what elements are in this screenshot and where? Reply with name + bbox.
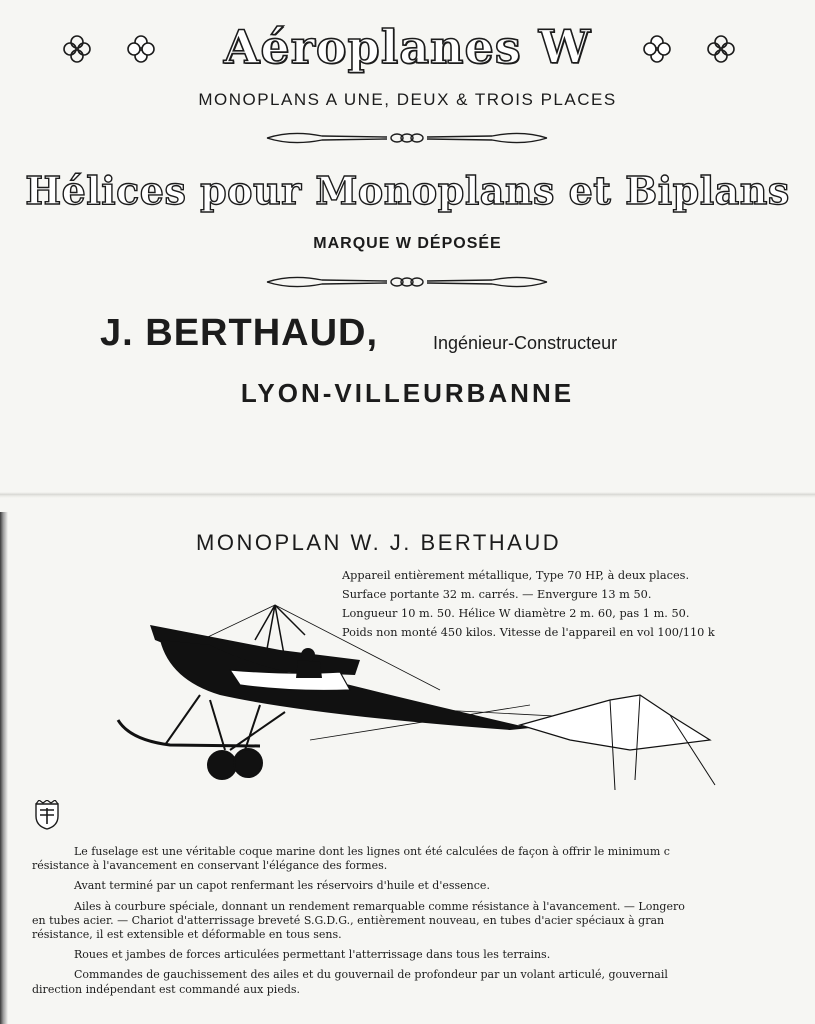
paragraph bbox=[32, 845, 784, 873]
spec-line: Poids non monté 450 kilos. Vitesse de l'appareil en vol 100/110 k bbox=[342, 626, 715, 639]
paragraph-line: Roues et jambes de forces articulées permettant l'atterrissage dans tous les terrains. bbox=[74, 948, 551, 962]
coat-of-arms-icon bbox=[34, 800, 60, 834]
paragraph-line: direction indépendant est commandé aux pieds. bbox=[32, 982, 301, 996]
maker-role: Ingénieur-Constructeur bbox=[433, 333, 618, 353]
maker-name: J. BERTHAUD, bbox=[100, 312, 379, 354]
paper-fold bbox=[0, 492, 815, 498]
monoplane-illustration bbox=[110, 600, 730, 794]
scroll-divider-icon bbox=[262, 128, 552, 152]
paragraph-line: Ailes à courbure spéciale, donnant un rendement remarquable comme résistance à l'avancement. — Longero bbox=[74, 899, 685, 913]
paragraph bbox=[32, 948, 784, 962]
trademark-line: MARQUE W DÉPOSÉE bbox=[313, 235, 502, 252]
paragraph bbox=[32, 968, 784, 996]
propeller-title: Hélices pour Monoplans et Biplans bbox=[25, 168, 790, 213]
paragraph bbox=[32, 879, 784, 893]
section-title: MONOPLAN W. J. BERTHAUD bbox=[196, 530, 562, 555]
spec-line: Appareil entièrement métallique, Type 70 HP, à deux places. bbox=[342, 569, 690, 582]
paragraph-line: en tubes acier. — Chariot d'atterrissage breveté S.G.D.G., entièrement nouveau, en tubes d'acier spéciaux à gran bbox=[32, 913, 665, 927]
paragraph-line: résistance à l'avancement en conservant l'élégance des formes. bbox=[32, 859, 388, 873]
main-title: Aéroplanes W bbox=[223, 20, 592, 74]
quatrefoil-icon bbox=[706, 34, 736, 64]
spec-line: Surface portante 32 m. carrés. — Envergure 13 m 50. bbox=[342, 588, 652, 601]
quatrefoil-icon bbox=[62, 34, 92, 64]
paragraph-line: Avant terminé par un capot renfermant les réservoirs d'huile et d'essence. bbox=[74, 879, 490, 893]
scroll-divider-icon bbox=[262, 272, 552, 296]
scan-edge bbox=[0, 512, 8, 1024]
description bbox=[32, 845, 784, 1003]
city-name: LYON-VILLEURBANNE bbox=[240, 378, 575, 408]
spec-line: Longueur 10 m. 50. Hélice W diamètre 2 m. 60, pas 1 m. 50. bbox=[342, 607, 690, 620]
paragraph-line: Le fuselage est une véritable coque marine dont les lignes ont été calculées de façon à offrir le minimum c bbox=[74, 845, 670, 858]
paragraph-line: Commandes de gauchissement des ailes et du gouvernail de profondeur par un volant articulé, gouvernail bbox=[74, 968, 668, 982]
paragraph bbox=[32, 900, 784, 943]
paragraph-line: résistance, il est extensible et déformable en tous sens. bbox=[32, 928, 342, 942]
subtitle: MONOPLANS A UNE, DEUX & TROIS PLACES bbox=[198, 90, 617, 109]
